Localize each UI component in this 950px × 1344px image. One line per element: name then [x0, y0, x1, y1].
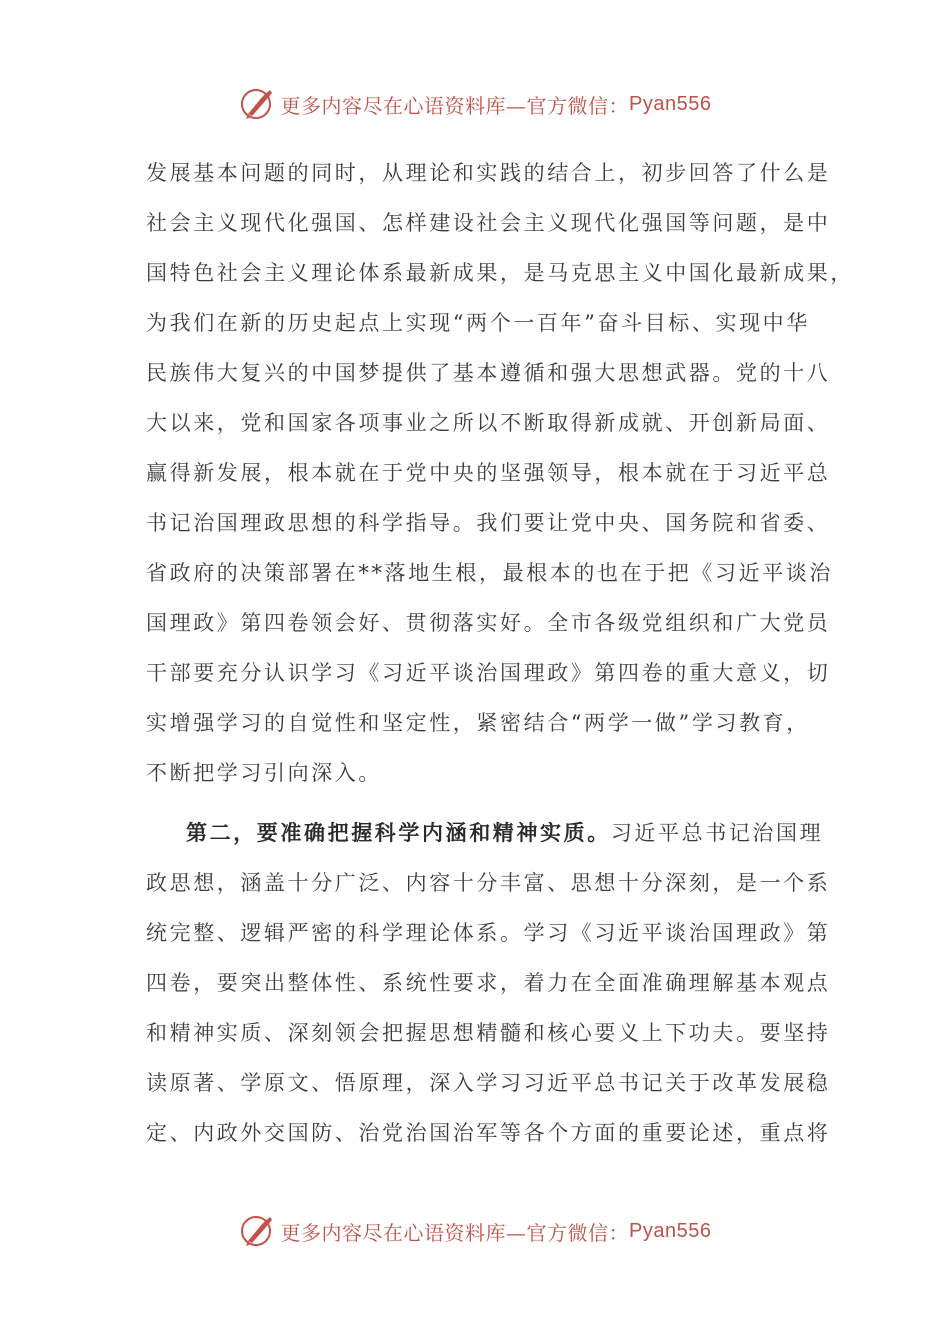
text-line: 民族伟大复兴的中国梦提供了基本遵循和强大思想武器。党的十八	[146, 361, 831, 385]
text-line: 定、内政外交国防、治党治国治军等各个方面的重要论述，重点将	[146, 1121, 831, 1145]
text-line: 国理政》第四卷领会好、贯彻落实好。全市各级党组织和广大党员	[146, 611, 831, 635]
text-line: 实增强学习的自觉性和坚定性，紧密结合“两学一做”学习教育，	[146, 711, 810, 735]
paragraph-1	[146, 148, 854, 798]
text-line: 统完整、逻辑严密的科学理论体系。学习《习近平谈治国理政》第	[146, 921, 831, 945]
paragraph-2-first-line	[146, 808, 824, 858]
banner-site-text: 更多内容尽在心语资料库—官方微信：	[280, 93, 630, 118]
text-line: 书记治国理政思想的科学指导。我们要让党中央、国务院和省委、	[146, 511, 831, 535]
text-run: 习近平总书记治国理	[610, 821, 824, 845]
text-line: 赢得新发展，根本就在于党中央的坚强领导，根本就在于习近平总	[146, 461, 831, 485]
paragraph-gap	[146, 798, 811, 808]
text-line: 为我们在新的历史起点上实现“两个一百年”奋斗目标、实现中华	[146, 311, 810, 335]
text-line: 和精神实质、深刻领会把握思想精髓和核心要义上下功夫。要坚持	[146, 1021, 831, 1045]
text-line: 干部要充分认识学习《习近平谈治国理政》第四卷的重大意义，切	[146, 661, 831, 685]
banner-wechat-id: Pyan556	[629, 92, 712, 115]
document-body	[146, 148, 854, 1158]
text-line: 不断把学习引向深入。	[146, 761, 382, 785]
text-line: 政思想，涵盖十分广泛、内容十分丰富、思想十分深刻，是一个系	[146, 871, 831, 895]
text-line: 读原著、学原文、悟原理，深入学习习近平总书记关于改革发展稳	[146, 1071, 831, 1095]
footer-banner	[0, 1211, 950, 1251]
text-line: 四卷，要突出整体性、系统性要求，着力在全面准确理解基本观点	[146, 971, 831, 995]
text-line: 国特色社会主义理论体系最新成果，是马克思主义中国化最新成果，	[146, 261, 854, 285]
text-line: 省政府的决策部署在**落地生根，最根本的也在于把《习近平谈治	[146, 561, 833, 585]
text-line: 社会主义现代化强国、怎样建设社会主义现代化强国等问题，是中	[146, 211, 831, 235]
section-heading: 第二，要准确把握科学内涵和精神实质。	[186, 820, 611, 845]
banner-wechat-id: Pyan556	[629, 1219, 712, 1242]
text-line: 大以来，党和国家各项事业之所以不断取得新成就、开创新局面、	[146, 411, 831, 435]
header-banner	[0, 84, 950, 124]
pen-logo-icon	[239, 1213, 275, 1249]
pen-logo-icon	[239, 86, 275, 122]
paragraph-2	[146, 808, 831, 1158]
banner-site-text: 更多内容尽在心语资料库—官方微信：	[280, 1220, 630, 1245]
text-line: 发展基本问题的同时，从理论和实践的结合上，初步回答了什么是	[146, 161, 831, 185]
